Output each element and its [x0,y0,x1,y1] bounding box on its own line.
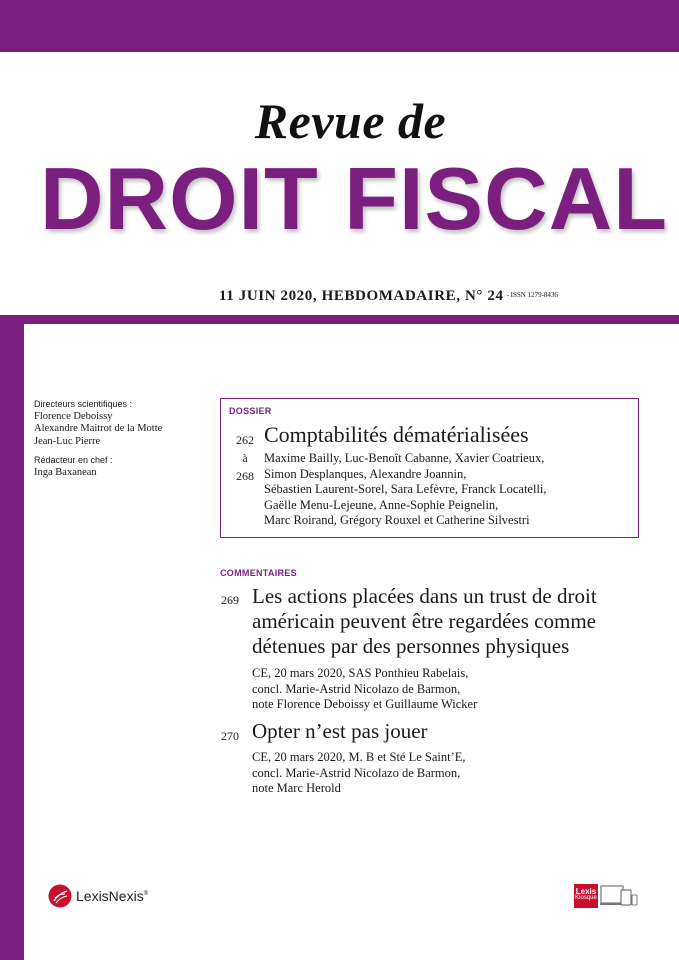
dossier-title[interactable]: Comptabilités dématérialisées [264,422,529,447]
author-line: Maxime Bailly, Luc-Benoît Cabanne, Xavier Coatrieux, [264,451,545,465]
director-name: Alexandre Maitrot de la Motte [34,423,163,434]
article-number: 269 [221,593,239,607]
article-title[interactable] [252,584,597,659]
author-line: Gaëlle Menu-Lejeune, Anne-Sophie Peignelin, [264,497,499,512]
article-title-line: américain peuvent être regardées comme [252,609,596,633]
editorial-staff [34,398,214,479]
mid-color-band [0,315,679,324]
masthead-revue-de: Revue de [254,93,447,149]
reference-line: CE, 20 mars 2020, M. B et Sté Le Saint’E, [252,750,466,764]
author-line: Sébastien Laurent-Sorel, Sara Lefèvre, Franck Locatelli, [264,482,547,496]
lexisnexis-logo [48,884,148,908]
lexis-kiosque-logo [574,884,638,908]
lexisnexis-tree-icon [48,884,72,908]
director-name: Jean-Luc Pierre [34,435,101,447]
issue-line [219,288,558,305]
editor-label: Rédacteur en chef : [34,455,113,465]
masthead-title: DROIT FISCAL [40,149,668,248]
commentaires-label: COMMENTAIRES [220,568,297,578]
reference-line: note Marc Herold [252,781,341,795]
article-reference [252,666,477,713]
editor-name: Inga Baxanean [34,466,97,478]
dossier-range [230,431,260,485]
range-separator: à [242,451,248,465]
director-name: Florence Deboissy [34,410,113,422]
range-end: 268 [236,469,254,483]
article-title-line: Opter n’est pas jouer [252,719,428,743]
dossier-box [220,398,639,538]
article-title[interactable] [252,719,428,744]
reference-line: CE, 20 mars 2020, SAS Ponthieu Rabelais, [252,666,469,680]
reference-line: concl. Marie-Astrid Nicolazo de Barmon, [252,765,461,780]
devices-icon [600,884,638,908]
article-title-line: Les actions placées dans un trust de droit [252,584,597,608]
author-line: Simon Desplanques, Alexandre Joannin, [264,466,467,481]
article-title-line: détenues par des personnes physiques [252,634,570,658]
dossier-label: DOSSIER [229,406,272,416]
reference-line: note Florence Deboissy et Guillaume Wicker [252,697,478,711]
top-color-band [0,0,679,52]
left-color-bar [0,315,24,960]
issn: - ISSN 1279-8436 [506,291,558,299]
author-line: Marc Roirand, Grégory Rouxel et Catherine Silvestri [264,513,530,527]
publisher-name: LexisNexis® [76,888,149,904]
range-start: 262 [236,433,254,447]
dossier-authors [264,451,547,529]
directors-label: Directeurs scientifiques : [34,399,133,409]
issue-date-number: 11 JUIN 2020, HEBDOMADAIRE, N° 24 [219,288,504,304]
kiosque-badge: Lexis Kiosque [574,884,598,908]
article-reference [252,750,466,797]
article-number: 270 [221,729,239,743]
reference-line: concl. Marie-Astrid Nicolazo de Barmon, [252,681,461,696]
